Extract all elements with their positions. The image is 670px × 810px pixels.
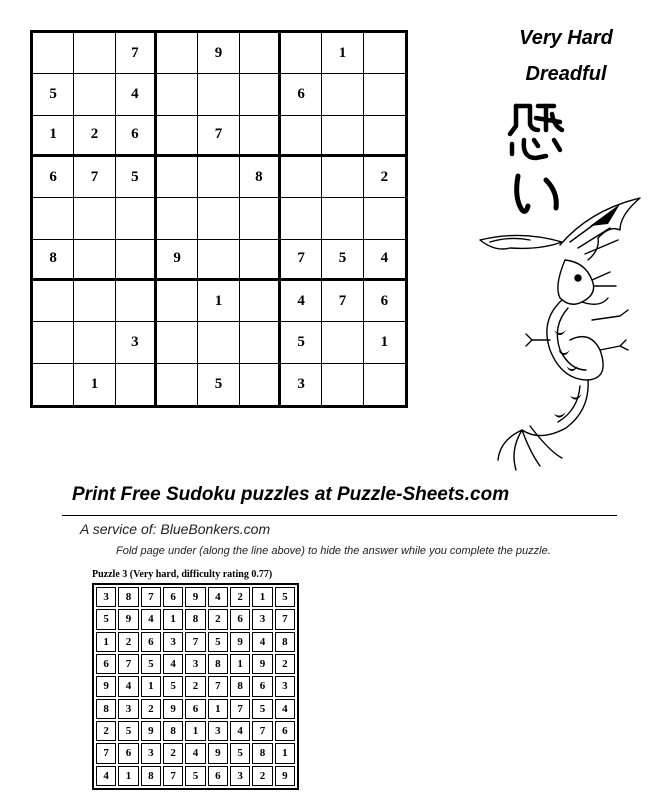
answer-cell: 5	[141, 654, 161, 674]
puzzle-cell	[198, 322, 239, 363]
puzzle-cell: 9	[157, 240, 198, 281]
answer-cell: 5	[163, 676, 183, 696]
puzzle-cell: 6	[281, 74, 322, 115]
sudoku-answer-grid	[92, 583, 299, 790]
puzzle-cell	[74, 281, 115, 322]
answer-cell: 3	[208, 721, 228, 741]
answer-cell: 1	[185, 721, 205, 741]
puzzle-cell	[33, 281, 74, 322]
answer-cell: 2	[96, 721, 116, 741]
puzzle-cell	[364, 74, 405, 115]
answer-cell: 8	[185, 609, 205, 629]
answer-cell: 8	[208, 654, 228, 674]
answer-cell: 5	[252, 699, 272, 719]
fold-instruction: Fold page under (along the line above) to hide the answer while you complete the puzzle.	[116, 545, 551, 557]
answer-cell: 5	[96, 609, 116, 629]
puzzle-cell: 1	[198, 281, 239, 322]
answer-cell: 8	[163, 721, 183, 741]
puzzle-cell	[240, 116, 281, 157]
puzzle-cell	[33, 33, 74, 74]
answer-cell: 3	[252, 609, 272, 629]
answer-cell: 5	[118, 721, 138, 741]
puzzle-cell	[364, 116, 405, 157]
answer-cell: 2	[208, 609, 228, 629]
puzzle-cell	[116, 240, 157, 281]
puzzle-cell	[74, 74, 115, 115]
answer-cell: 2	[141, 699, 161, 719]
answer-cell: 7	[230, 699, 250, 719]
answer-cell: 4	[118, 676, 138, 696]
answer-cell: 2	[118, 632, 138, 652]
puzzle-cell: 7	[116, 33, 157, 74]
answer-cell: 7	[96, 743, 116, 763]
puzzle-cell	[198, 198, 239, 239]
answer-cell: 2	[163, 743, 183, 763]
service-credit: A service of: BlueBonkers.com	[80, 521, 271, 537]
answer-cell: 1	[118, 766, 138, 786]
answer-cell: 9	[252, 654, 272, 674]
answer-cell: 1	[252, 587, 272, 607]
answer-cell: 4	[163, 654, 183, 674]
answer-cell: 2	[230, 587, 250, 607]
answer-cell: 8	[230, 676, 250, 696]
answer-cell: 8	[275, 632, 295, 652]
answer-cell: 8	[96, 699, 116, 719]
answer-cell: 4	[96, 766, 116, 786]
sudoku-puzzle-grid	[30, 30, 408, 408]
answer-cell: 4	[185, 743, 205, 763]
puzzle-cell: 8	[240, 157, 281, 198]
answer-cell: 7	[118, 654, 138, 674]
answer-cell: 4	[275, 699, 295, 719]
puzzle-cell	[240, 322, 281, 363]
puzzle-cell	[157, 322, 198, 363]
answer-cell: 4	[141, 609, 161, 629]
dragon-illustration	[470, 190, 650, 475]
answer-cell: 5	[275, 587, 295, 607]
answer-cell: 9	[275, 766, 295, 786]
puzzle-cell	[240, 281, 281, 322]
puzzle-cell	[74, 198, 115, 239]
puzzle-cell: 6	[116, 116, 157, 157]
fold-line	[62, 515, 617, 516]
puzzle-cell: 8	[33, 240, 74, 281]
answer-cell: 2	[275, 654, 295, 674]
puzzle-cell	[240, 198, 281, 239]
puzzle-cell: 9	[198, 33, 239, 74]
puzzle-cell	[281, 33, 322, 74]
answer-cell: 9	[141, 721, 161, 741]
puzzle-cell	[157, 74, 198, 115]
answer-cell: 6	[275, 721, 295, 741]
puzzle-cell: 4	[281, 281, 322, 322]
puzzle-cell	[281, 198, 322, 239]
site-banner: Print Free Sudoku puzzles at Puzzle-Sheets.com	[72, 484, 510, 505]
answer-cell: 3	[275, 676, 295, 696]
answer-cell: 4	[230, 721, 250, 741]
puzzle-cell: 4	[364, 240, 405, 281]
kanji-fear-glyph	[506, 100, 566, 164]
answer-cell: 5	[208, 632, 228, 652]
answer-cell: 9	[230, 632, 250, 652]
answer-cell: 8	[252, 743, 272, 763]
answer-cell: 4	[208, 587, 228, 607]
puzzle-cell	[322, 116, 363, 157]
answer-cell: 9	[118, 609, 138, 629]
puzzle-cell	[74, 322, 115, 363]
puzzle-cell	[322, 322, 363, 363]
puzzle-cell: 1	[364, 322, 405, 363]
puzzle-cell	[157, 198, 198, 239]
answer-cell: 3	[163, 632, 183, 652]
puzzle-cell: 2	[74, 116, 115, 157]
puzzle-cell: 5	[198, 364, 239, 405]
puzzle-cell: 2	[364, 157, 405, 198]
answer-cell: 6	[230, 609, 250, 629]
answer-cell: 3	[230, 766, 250, 786]
puzzle-cell	[240, 74, 281, 115]
puzzle-cell: 5	[281, 322, 322, 363]
puzzle-cell	[322, 364, 363, 405]
puzzle-cell	[240, 33, 281, 74]
puzzle-cell	[33, 322, 74, 363]
answer-cell: 7	[275, 609, 295, 629]
puzzle-cell	[281, 157, 322, 198]
puzzle-cell	[198, 74, 239, 115]
puzzle-cell	[116, 281, 157, 322]
answer-cell: 5	[230, 743, 250, 763]
puzzle-cell: 7	[322, 281, 363, 322]
answer-cell: 7	[185, 632, 205, 652]
puzzle-cell	[198, 240, 239, 281]
puzzle-cell: 3	[281, 364, 322, 405]
puzzle-cell	[74, 33, 115, 74]
answer-cell: 6	[252, 676, 272, 696]
puzzle-cell	[240, 240, 281, 281]
puzzle-cell: 5	[116, 157, 157, 198]
puzzle-cell	[157, 281, 198, 322]
answer-cell: 9	[185, 587, 205, 607]
answer-cell: 7	[141, 587, 161, 607]
puzzle-cell	[364, 198, 405, 239]
puzzle-cell: 1	[74, 364, 115, 405]
answer-cell: 6	[118, 743, 138, 763]
puzzle-cell	[322, 198, 363, 239]
puzzle-cell: 5	[33, 74, 74, 115]
answer-cell: 3	[118, 699, 138, 719]
puzzle-cell	[322, 74, 363, 115]
answer-cell: 9	[96, 676, 116, 696]
puzzle-cell	[157, 116, 198, 157]
answer-cell: 8	[141, 766, 161, 786]
difficulty-subtitle: Dreadful	[525, 63, 607, 85]
answer-cell: 6	[208, 766, 228, 786]
answer-cell: 1	[208, 699, 228, 719]
puzzle-cell: 7	[198, 116, 239, 157]
answer-cell: 3	[141, 743, 161, 763]
answer-cell: 6	[96, 654, 116, 674]
answer-cell: 1	[230, 654, 250, 674]
puzzle-cell	[116, 198, 157, 239]
answer-cell: 1	[96, 632, 116, 652]
puzzle-cell	[240, 364, 281, 405]
answer-cell: 7	[163, 766, 183, 786]
puzzle-cell: 7	[281, 240, 322, 281]
answer-cell: 1	[141, 676, 161, 696]
answer-cell: 6	[185, 699, 205, 719]
answer-cell: 6	[163, 587, 183, 607]
puzzle-cell	[33, 198, 74, 239]
answer-cell: 3	[96, 587, 116, 607]
puzzle-cell	[157, 157, 198, 198]
answer-cell: 9	[163, 699, 183, 719]
answer-cell: 1	[163, 609, 183, 629]
puzzle-cell: 5	[322, 240, 363, 281]
answer-cell: 7	[252, 721, 272, 741]
puzzle-cell	[157, 364, 198, 405]
puzzle-cell	[116, 364, 157, 405]
answer-cell: 9	[208, 743, 228, 763]
puzzle-cell	[364, 33, 405, 74]
answer-cell: 2	[252, 766, 272, 786]
puzzle-cell	[157, 33, 198, 74]
difficulty-title: Very Hard	[519, 27, 613, 49]
answer-cell: 8	[118, 587, 138, 607]
puzzle-cell: 6	[364, 281, 405, 322]
puzzle-cell	[364, 364, 405, 405]
puzzle-cell: 3	[116, 322, 157, 363]
puzzle-cell	[74, 240, 115, 281]
puzzle-cell: 6	[33, 157, 74, 198]
answer-cell: 2	[185, 676, 205, 696]
puzzle-cell: 4	[116, 74, 157, 115]
answer-cell: 4	[252, 632, 272, 652]
answer-cell: 5	[185, 766, 205, 786]
puzzle-cell: 1	[322, 33, 363, 74]
puzzle-cell: 7	[74, 157, 115, 198]
puzzle-cell	[322, 157, 363, 198]
puzzle-cell	[198, 157, 239, 198]
answer-caption: Puzzle 3 (Very hard, difficulty rating 0.77)	[92, 569, 273, 580]
puzzle-cell	[281, 116, 322, 157]
answer-cell: 1	[275, 743, 295, 763]
puzzle-cell	[33, 364, 74, 405]
answer-cell: 3	[185, 654, 205, 674]
answer-cell: 7	[208, 676, 228, 696]
answer-cell: 6	[141, 632, 161, 652]
puzzle-cell: 1	[33, 116, 74, 157]
